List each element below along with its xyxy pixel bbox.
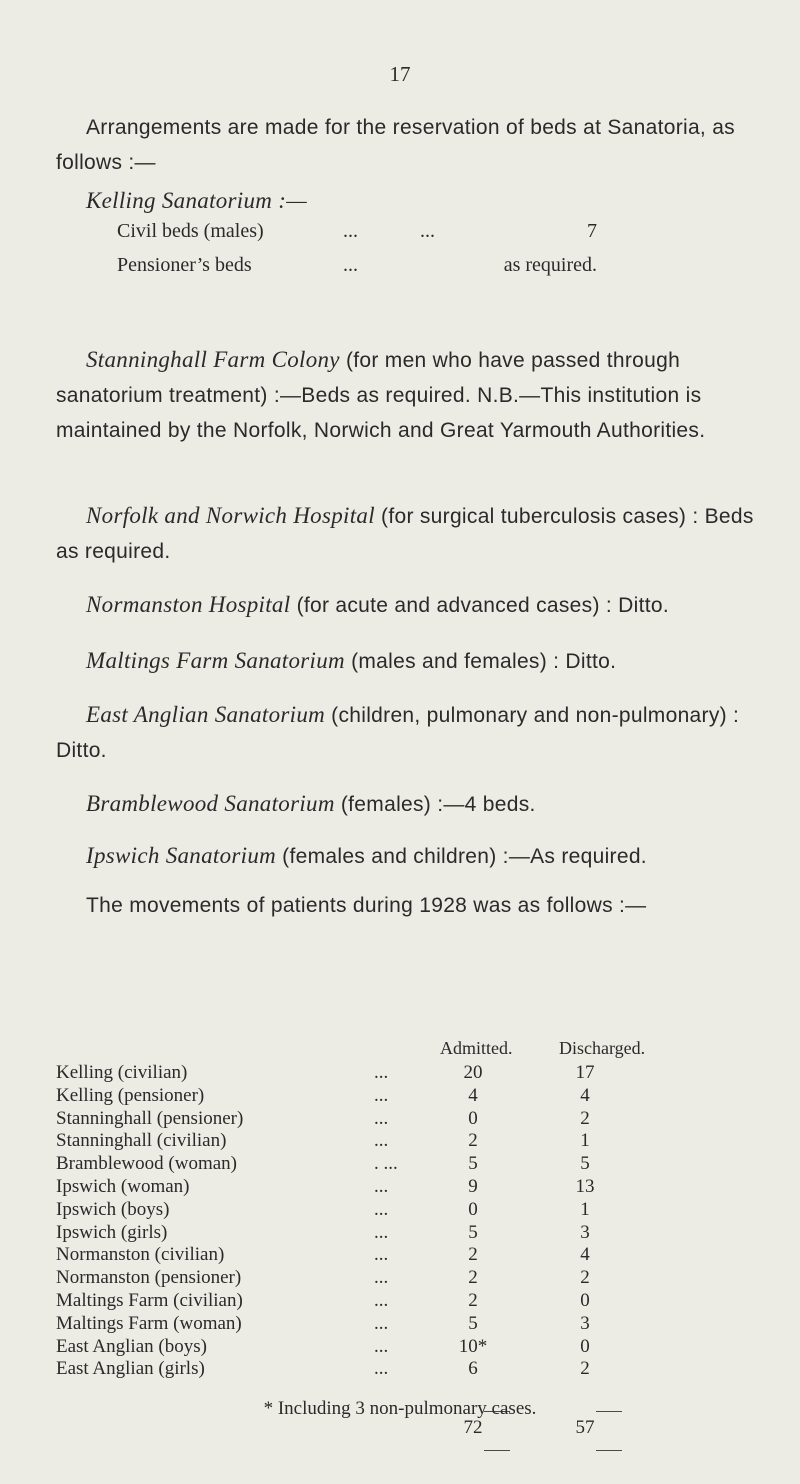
row-name: Kelling (pensioner) <box>56 1084 205 1106</box>
admitted-value: 0 <box>468 1107 478 1129</box>
admitted-value: 9 <box>468 1175 478 1197</box>
leader-dots: ... <box>420 220 435 242</box>
institution-name: Norfolk and Norwich Hospital <box>86 503 375 528</box>
leader-dots: ... <box>374 1267 389 1289</box>
leader-dots: ... <box>374 1130 389 1152</box>
kelling-row-value: as required. <box>503 254 597 276</box>
discharged-value: 13 <box>575 1175 595 1197</box>
row-name: Maltings Farm (civilian) <box>56 1289 243 1311</box>
table-body <box>56 1062 716 1381</box>
paragraph-normanston <box>56 587 756 623</box>
column-header-discharged: Discharged. <box>559 1038 646 1058</box>
column-header-admitted: Admitted. <box>440 1038 513 1058</box>
row-name: Ipswich (boys) <box>56 1198 170 1220</box>
leader-dots: ... <box>343 220 358 242</box>
discharged-value: 1 <box>580 1130 590 1152</box>
table-row <box>56 1062 716 1085</box>
leader-dots: ... <box>374 1175 389 1197</box>
row-name: Maltings Farm (woman) <box>56 1312 242 1334</box>
table-row <box>56 1336 716 1359</box>
discharged-value: 4 <box>580 1084 590 1106</box>
admitted-value: 2 <box>468 1130 478 1152</box>
total-rule <box>596 1450 622 1451</box>
admitted-value: 5 <box>468 1153 478 1175</box>
row-name: East Anglian (girls) <box>56 1358 205 1380</box>
discharged-value: 0 <box>580 1289 590 1311</box>
institution-name: Maltings Farm Sanatorium <box>86 648 345 673</box>
paragraph-text: (females and children) :—As required. <box>276 845 647 868</box>
total-discharged: 57 <box>575 1417 595 1438</box>
admitted-value: 2 <box>468 1289 478 1311</box>
admitted-value: 2 <box>468 1267 478 1289</box>
kelling-heading <box>86 183 786 219</box>
table-row <box>56 1267 716 1290</box>
admitted-value: 2 <box>468 1244 478 1266</box>
row-name: Ipswich (woman) <box>56 1175 190 1197</box>
admitted-value: 5 <box>468 1221 478 1243</box>
admitted-value: 0 <box>468 1198 478 1220</box>
discharged-value: 3 <box>580 1221 590 1243</box>
institution-name: Ipswich Sanatorium <box>86 843 277 868</box>
paragraph-text: (for surgical tuberculosis cases) : Beds as required. <box>56 505 754 563</box>
admitted-value: 5 <box>468 1312 478 1334</box>
admitted-value: 6 <box>468 1358 478 1380</box>
paragraph-stanninghall <box>56 342 756 448</box>
paragraph-text: (children, pulmonary and non-pulmonary) : Ditto. <box>56 704 740 762</box>
discharged-value: 0 <box>580 1335 590 1357</box>
paragraph-east-anglian <box>56 697 756 768</box>
discharged-value: 2 <box>580 1107 590 1129</box>
table-row <box>56 1313 716 1336</box>
discharged-value: 1 <box>580 1198 590 1220</box>
paragraph-text: (females) :—4 beds. <box>334 793 536 816</box>
total-admitted: 72 <box>463 1417 483 1438</box>
discharged-value: 5 <box>580 1153 590 1175</box>
discharged-value: 2 <box>580 1267 590 1289</box>
paragraph-text: (for acute and advanced cases) : Ditto. <box>290 594 669 617</box>
paragraph-text: (males and females) : Ditto. <box>344 650 617 673</box>
discharged-value: 17 <box>575 1062 595 1083</box>
leader-dots: ... <box>343 254 358 276</box>
leader-dots: ... <box>374 1062 389 1083</box>
kelling-row-label: Pensioner’s beds <box>117 254 252 276</box>
leader-dots: ... <box>374 1084 389 1106</box>
leader-dots: ... <box>374 1358 389 1380</box>
totals-row <box>56 1417 716 1440</box>
table-row <box>56 1176 716 1199</box>
movements-intro: The movements of patients during 1928 was as follows :— <box>86 894 647 917</box>
table-header <box>56 1038 716 1062</box>
paragraph-norfolk-norwich <box>56 498 756 569</box>
table-row <box>56 1199 716 1222</box>
row-name: East Anglian (boys) <box>56 1335 207 1357</box>
institution-name: Normanston Hospital <box>86 592 291 617</box>
paragraph-text: (for men who have passed through sanatorium treatment) :—Beds as required. N.B.—This institution is maintained by the Norfolk, Norwich and Great Yarmouth Authorities. <box>56 349 706 442</box>
kelling-row-civil <box>117 220 597 250</box>
intro-paragraph: Arrangements are made for the reservation of beds at Sanatoria, as follows :— <box>56 116 735 174</box>
paragraph-bramblewood <box>56 786 756 822</box>
paragraph-ipswich <box>56 838 756 874</box>
table-row <box>56 1222 716 1245</box>
admitted-value: 20 <box>463 1062 483 1083</box>
row-name: Ipswich (girls) <box>56 1221 168 1243</box>
leader-dots: ... <box>374 1244 389 1266</box>
table-row <box>56 1130 716 1153</box>
table-row <box>56 1085 716 1108</box>
institution-name: East Anglian Sanatorium <box>86 702 326 727</box>
page-number: 17 <box>389 62 411 86</box>
admitted-value: 4 <box>468 1084 478 1106</box>
leader-dots: ... <box>374 1335 389 1357</box>
discharged-value: 3 <box>580 1312 590 1334</box>
kelling-title: Kelling Sanatorium :— <box>86 188 307 213</box>
kelling-row-label: Civil beds (males) <box>117 220 264 242</box>
paragraph-maltings <box>56 643 756 679</box>
institution-name: Bramblewood Sanatorium <box>86 791 335 816</box>
kelling-row-pensioner <box>117 254 597 284</box>
leader-dots: ... <box>374 1107 389 1129</box>
table-row <box>56 1358 716 1381</box>
row-name: Stanninghall (pensioner) <box>56 1107 244 1129</box>
leader-dots: . ... <box>374 1153 398 1175</box>
discharged-value: 4 <box>580 1244 590 1266</box>
row-name: Stanninghall (civilian) <box>56 1130 227 1152</box>
leader-dots: ... <box>374 1221 389 1243</box>
table-row <box>56 1108 716 1131</box>
discharged-value: 2 <box>580 1358 590 1380</box>
row-name: Normanston (civilian) <box>56 1244 225 1266</box>
table-row <box>56 1244 716 1267</box>
row-name: Kelling (civilian) <box>56 1062 188 1083</box>
admitted-value: 10* <box>458 1335 488 1357</box>
leader-dots: ... <box>374 1289 389 1311</box>
row-name: Bramblewood (woman) <box>56 1153 237 1175</box>
leader-dots: ... <box>374 1198 389 1220</box>
table-row <box>56 1153 716 1176</box>
table-row <box>56 1290 716 1313</box>
kelling-row-value: 7 <box>587 220 597 242</box>
leader-dots: ... <box>374 1312 389 1334</box>
total-rule <box>484 1450 510 1451</box>
row-name: Normanston (pensioner) <box>56 1267 242 1289</box>
institution-name: Stanninghall Farm Colony <box>86 347 340 372</box>
footnote: * Including 3 non-pulmonary cases. <box>263 1398 537 1419</box>
